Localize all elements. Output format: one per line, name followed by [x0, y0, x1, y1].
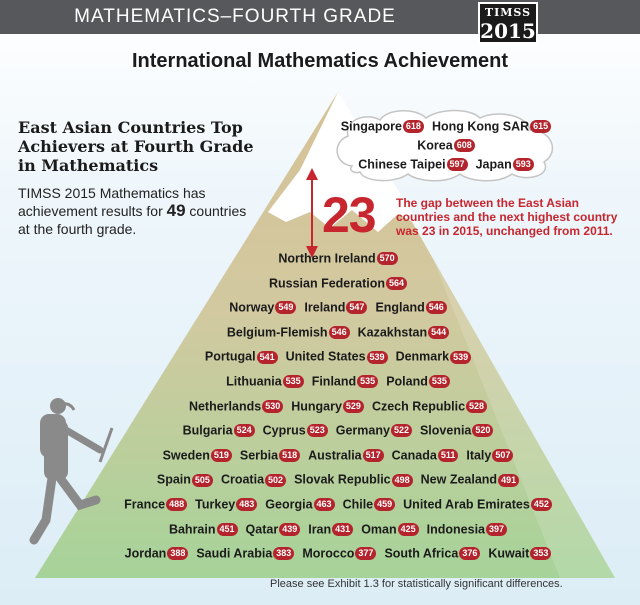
country-entry: [466, 448, 513, 463]
country-name: Qatar: [245, 522, 279, 537]
country-entry: [265, 497, 334, 512]
country-name: Russian Federation: [268, 276, 385, 291]
country-name: Serbia: [239, 448, 279, 463]
country-name: Jordan: [124, 546, 167, 561]
country-row: [18, 349, 640, 364]
country-entry: [196, 546, 294, 561]
country-row: [18, 546, 640, 561]
country-name: Australia: [308, 448, 362, 463]
country-name: Denmark: [395, 350, 450, 365]
score-badge: 498: [392, 474, 413, 487]
side-body-text-end: countries at the fourth grade.: [18, 203, 247, 237]
country-entry: [417, 138, 474, 153]
score-badge: 397: [486, 523, 507, 536]
score-badge: 549: [275, 301, 296, 314]
country-row: [18, 251, 640, 266]
score-badge: 564: [386, 277, 407, 290]
country-row: [126, 157, 640, 172]
country-entry: [183, 423, 255, 438]
country-entry: [421, 472, 519, 487]
score-badge: 539: [450, 351, 471, 364]
country-entry: [205, 349, 278, 364]
country-entry: [341, 119, 424, 134]
score-badge: 547: [346, 301, 367, 314]
country-name: Bahrain: [168, 522, 216, 537]
country-row: [18, 448, 640, 463]
header-title: MATHEMATICS–FOURTH GRADE: [74, 6, 396, 27]
country-entry: [384, 546, 480, 561]
country-row: [18, 423, 640, 438]
country-entry: [372, 399, 487, 414]
country-name: Saudi Arabia: [196, 546, 273, 561]
country-entry: [488, 546, 551, 561]
country-name: United Arab Emirates: [403, 497, 530, 512]
country-name: Chinese Taipei: [358, 157, 446, 172]
country-entry: [396, 349, 472, 364]
country-name: Iran: [308, 522, 332, 537]
score-badge: 530: [262, 400, 283, 413]
country-entry: [291, 399, 364, 414]
country-name: Spain: [156, 473, 191, 488]
country-entry: [195, 497, 257, 512]
country-entry: [227, 325, 350, 340]
side-heading: East Asian Countries Top Achievers at Fourth Grade in Mathematics: [18, 118, 254, 175]
country-name: Georgia: [265, 497, 313, 512]
score-badge: 539: [367, 351, 388, 364]
country-name: Oman: [361, 522, 397, 537]
score-badge: 376: [459, 547, 480, 560]
country-entry: [221, 472, 286, 487]
score-badge: 488: [166, 498, 187, 511]
country-name: Kuwait: [488, 546, 530, 561]
country-name: Hong Kong SAR: [431, 119, 530, 134]
country-entry: [358, 157, 467, 172]
country-count: 49: [166, 201, 186, 220]
country-row: [18, 276, 640, 291]
country-row: [18, 472, 640, 487]
country-entry: [294, 472, 413, 487]
country-row: [18, 300, 640, 315]
country-name: Morocco: [302, 546, 355, 561]
score-badge: 502: [265, 474, 286, 487]
logo-year: 2015: [480, 19, 536, 43]
score-badge: 523: [307, 424, 328, 437]
score-badge: 535: [283, 375, 304, 388]
country-entry: [263, 423, 328, 438]
country-name: Norway: [229, 300, 275, 315]
country-row: [126, 138, 640, 153]
country-name: Turkey: [195, 497, 236, 512]
country-row: [18, 399, 640, 414]
country-name: Czech Republic: [371, 399, 466, 414]
country-entry: [420, 423, 493, 438]
country-name: Korea: [417, 138, 453, 153]
country-name: Lithuania: [226, 374, 282, 389]
score-badge: 518: [279, 449, 300, 462]
score-badge: 544: [428, 326, 449, 339]
score-badge: 541: [257, 351, 278, 364]
score-badge: 528: [466, 400, 487, 413]
country-name: France: [124, 497, 166, 512]
country-name: Germany: [335, 423, 390, 438]
gap-value: 23: [322, 187, 376, 243]
country-name: New Zealand: [420, 473, 498, 488]
country-entry: [336, 423, 412, 438]
country-entry: [308, 522, 353, 537]
score-badge: 535: [429, 375, 450, 388]
score-badge: 452: [531, 498, 552, 511]
country-name: Bulgaria: [182, 423, 233, 438]
country-entry: [163, 448, 232, 463]
country-name: Kazakhstan: [357, 325, 428, 340]
country-name: Sweden: [162, 448, 210, 463]
score-badge: 388: [167, 547, 188, 560]
score-badge: 511: [438, 449, 459, 462]
country-name: Portugal: [204, 350, 256, 365]
gap-description: The gap between the East Asian countries and the next highest country was 23 in 2015, unchanged from 2011.: [396, 196, 618, 238]
score-badge: 519: [211, 449, 232, 462]
logo-text: TIMSS: [484, 6, 532, 19]
country-name: Japan: [475, 157, 512, 172]
score-badge: 425: [398, 523, 419, 536]
score-badge: 529: [343, 400, 364, 413]
country-row: [18, 522, 640, 537]
country-entry: [189, 399, 283, 414]
country-entry: [269, 276, 407, 291]
score-badge: 431: [332, 523, 353, 536]
score-badge: 608: [454, 139, 475, 152]
side-body: [18, 184, 258, 238]
country-name: Ireland: [304, 300, 346, 315]
score-badge: 524: [234, 424, 255, 437]
country-entry: [343, 497, 396, 512]
country-entry: [312, 374, 378, 389]
country-entry: [157, 472, 213, 487]
country-entry: [246, 522, 301, 537]
country-name: Italy: [466, 448, 492, 463]
country-entry: [358, 325, 450, 340]
score-badge: 520: [472, 424, 493, 437]
country-entry: [240, 448, 300, 463]
country-name: United States: [285, 350, 366, 365]
country-entry: [286, 349, 388, 364]
score-badge: 546: [329, 326, 350, 339]
main-title: International Mathematics Achievement: [131, 50, 509, 72]
country-entry: [229, 300, 296, 315]
country-name: Finland: [311, 374, 357, 389]
country-name: Indonesia: [426, 522, 485, 537]
score-badge: 459: [374, 498, 395, 511]
score-badge: 353: [530, 547, 551, 560]
country-row: [18, 497, 640, 512]
country-name: Hungary: [291, 399, 342, 414]
country-name: Netherlands: [188, 399, 262, 414]
score-badge: 618: [403, 120, 424, 133]
score-badge: 439: [279, 523, 300, 536]
country-name: Cyprus: [262, 423, 306, 438]
score-badge: 615: [530, 120, 551, 133]
country-row: [126, 119, 640, 134]
country-name: Chile: [342, 497, 374, 512]
country-entry: [432, 119, 551, 134]
country-name: Croatia: [220, 473, 265, 488]
country-name: Canada: [391, 448, 437, 463]
country-entry: [308, 448, 384, 463]
score-badge: 491: [498, 474, 519, 487]
score-badge: 593: [513, 158, 534, 171]
score-badge: 505: [192, 474, 213, 487]
score-badge: 517: [363, 449, 384, 462]
country-name: Belgium-Flemish: [226, 325, 328, 340]
country-row: [18, 374, 640, 389]
score-badge: 483: [236, 498, 257, 511]
score-badge: 570: [377, 252, 398, 265]
country-entry: [403, 497, 552, 512]
country-name: Slovenia: [419, 423, 472, 438]
country-entry: [125, 546, 189, 561]
country-entry: [304, 300, 367, 315]
footnote: Please see Exhibit 1.3 for statistically significant differences.: [270, 578, 563, 590]
score-badge: 507: [492, 449, 513, 462]
country-entry: [278, 251, 397, 266]
score-badge: 377: [355, 547, 376, 560]
country-name: Northern Ireland: [278, 251, 376, 266]
country-entry: [375, 300, 446, 315]
country-entry: [476, 157, 534, 172]
score-badge: 463: [314, 498, 335, 511]
country-name: England: [375, 300, 425, 315]
country-entry: [169, 522, 238, 537]
country-name: Singapore: [340, 119, 402, 134]
country-name: Poland: [386, 374, 428, 389]
score-badge: 597: [447, 158, 468, 171]
country-entry: [392, 448, 459, 463]
score-badge: 383: [273, 547, 294, 560]
score-badge: 535: [357, 375, 378, 388]
country-entry: [427, 522, 507, 537]
country-entry: [124, 497, 187, 512]
score-badge: 546: [426, 301, 447, 314]
score-badge: 522: [391, 424, 412, 437]
side-body-text: TIMSS 2015 Mathematics has achievement results for: [18, 185, 206, 219]
country-name: South Africa: [384, 546, 459, 561]
country-entry: [226, 374, 304, 389]
score-badge: 451: [217, 523, 238, 536]
country-row: [18, 325, 640, 340]
country-entry: [386, 374, 450, 389]
country-name: Slovak Republic: [294, 473, 391, 488]
country-entry: [302, 546, 376, 561]
country-entry: [361, 522, 418, 537]
